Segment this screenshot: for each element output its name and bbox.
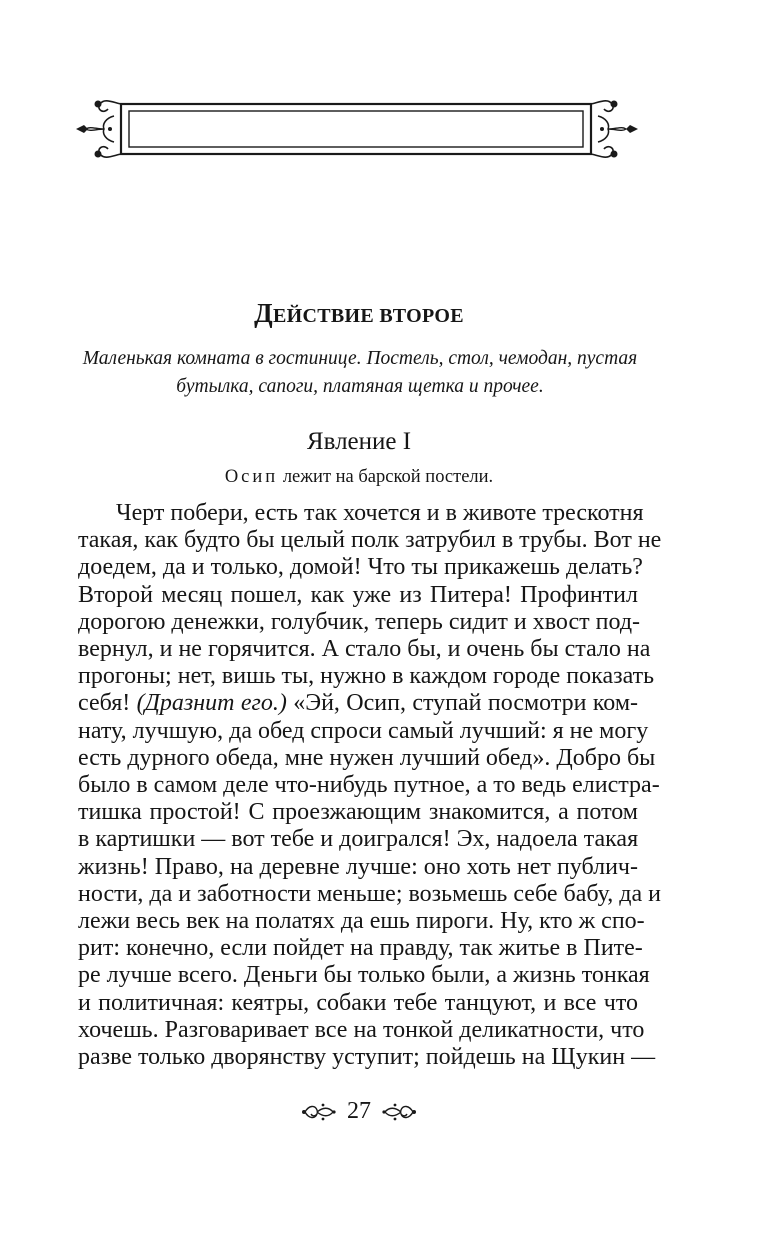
stage-remark: (Дразнит его.)	[136, 690, 287, 717]
text-line: ре лучше всего. Деньги бы только были, а жизнь тонкая	[78, 962, 650, 989]
setting-description	[80, 345, 640, 401]
text-line: лежи весь век на полатях да ешь пироги. Ну, кто ж спо-	[78, 908, 645, 935]
scene-title: Явление I	[306, 428, 412, 455]
text-line: такая, как будто бы целый полк затрубил в трубы. Вот не	[78, 527, 662, 554]
header-ornament-frame	[74, 96, 640, 162]
floral-ornament-right-icon	[381, 1101, 417, 1123]
text-line: жизнь! Право, на деревне лучше: оно хоть нет публич-	[78, 853, 638, 880]
text-line: и политичная: кеятры, собаки тебе танцуют, и все что	[78, 989, 638, 1016]
floral-ornament-left-icon	[301, 1101, 337, 1123]
text-line: было в самом деле что-нибудь путное, а то ведь елистра-	[78, 772, 660, 799]
text-line: прогоны; нет, вишь ты, нужно в каждом городе показать	[78, 663, 655, 690]
text-line: дорогою денежки, голубчик, теперь сидит и хвост под-	[78, 608, 641, 635]
act-title-rest: ЕЙСТВИЕ ВТОРОЕ	[273, 305, 464, 327]
text-fragment: «Эй, Осип, ступай посмотри ком-	[286, 690, 639, 717]
setting-line: Маленькая комната в гостинице. Постель, стол, чемодан, пустая	[82, 348, 638, 369]
character-name: Осип	[224, 467, 279, 487]
text-line: Второй месяц пошел, как уже из Питера! Профинтил	[78, 581, 638, 608]
text-line: нату, лучшую, да обед спроси самый лучший: я не могу	[78, 717, 649, 744]
monologue-text	[78, 500, 662, 1071]
act-title-initial: Д	[254, 298, 274, 328]
stage-direction	[0, 467, 718, 488]
act-title	[0, 298, 718, 329]
text-line: ности, да и заботности меньше; возьмешь себе бабу, да и	[78, 880, 661, 907]
text-line: в картишки — вот тебе и доигрался! Эх, надоела такая	[78, 826, 639, 853]
text-line: Черт побери, есть так хочется и в животе трескотня	[116, 500, 644, 526]
text-line: есть дурного обеда, мне нужен лучший обед». Добро бы	[78, 744, 656, 771]
text-line: тишка простой! С проезжающим знакомится, а потом	[78, 799, 638, 826]
text-line: хочешь. Разговаривает все на тонкой деликатности, что	[78, 1016, 645, 1043]
text-line: вернул, и не горячится. А стало бы, и очень бы стало на	[78, 636, 651, 663]
stage-direction-text: лежит на барской постели.	[278, 467, 494, 487]
setting-line: бутылка, сапоги, платяная щетка и прочее.	[176, 376, 544, 397]
text-line-with-remark	[78, 690, 638, 717]
text-line: доедем, да и только, домой! Что ты прикажешь делать?	[78, 554, 643, 581]
page-number: 27	[347, 1098, 371, 1124]
page-footer	[0, 1098, 718, 1125]
text-line: разве только дворянству уступит; пойдешь на Щукин —	[78, 1044, 656, 1071]
text-line: рит: конечно, если пойдет на правду, так житье в Пите-	[78, 935, 643, 962]
text-fragment: себя!	[78, 690, 137, 717]
